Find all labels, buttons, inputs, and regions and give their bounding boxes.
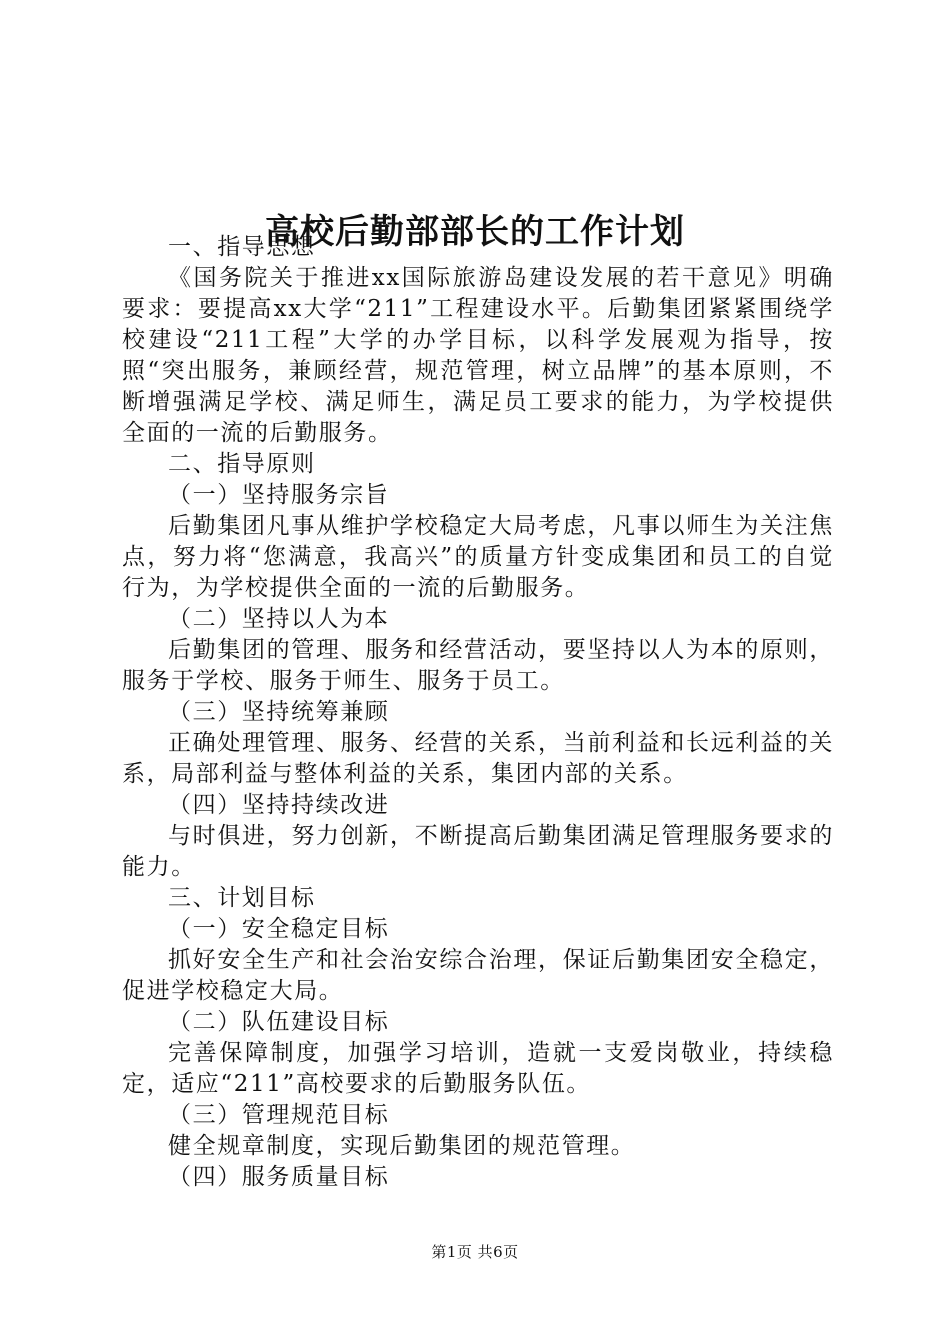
- paragraph-team-goal: 完善保障制度，加强学习培训，造就一支爱岗敬业，持续稳定，适应“211”高校要求的后勤服务队伍。: [122, 1040, 834, 1097]
- subheading-overall-planning: （三）坚持统筹兼顾: [168, 699, 390, 725]
- paragraph-people-oriented: 后勤集团的管理、服务和经营活动，要坚持以人为本的原则，服务于学校、服务于师生、服务于员工。: [122, 637, 834, 694]
- paragraph-guiding-ideology: 《国务院关于推进xx国际旅游岛建设发展的若干意见》明确要求：要提高xx大学“211”工程建设水平。后勤集团紧紧围绕学校建设“211工程”大学的办学目标，以科学发展观为指导，按照“突出服务，兼顾经营，规范管理，树立品牌”的基本原则，不断增强满足学校、满足师生，满足员工要求的能力，为学校提供全面的一流的后勤服务。: [122, 265, 834, 446]
- section-heading-guiding-principles: 二、指导原则: [168, 451, 316, 477]
- paragraph-overall-planning: 正确处理管理、服务、经营的关系，当前利益和长远利益的关系，局部利益与整体利益的关系，集团内部的关系。: [122, 730, 834, 787]
- subheading-service-purpose: （一）坚持服务宗旨: [168, 482, 390, 508]
- section-heading-plan-goals: 三、计划目标: [168, 885, 316, 911]
- subheading-people-oriented: （二）坚持以人为本: [168, 606, 390, 632]
- subheading-service-quality-goal: （四）服务质量目标: [168, 1164, 390, 1190]
- page-footer: 第1页 共6页: [431, 1243, 519, 1261]
- section-heading-guiding-ideology: 一、指导思想: [168, 234, 316, 260]
- subheading-team-goal: （二）队伍建设目标: [168, 1009, 390, 1035]
- subheading-safety-goal: （一）安全稳定目标: [168, 916, 390, 942]
- subheading-management-goal: （三）管理规范目标: [168, 1102, 390, 1128]
- subheading-continuous-improvement: （四）坚持持续改进: [168, 792, 390, 818]
- paragraph-service-purpose: 后勤集团凡事从维护学校稳定大局考虑，凡事以师生为关注焦点，努力将“您满意，我高兴”的质量方针变成集团和员工的自觉行为，为学校提供全面的一流的后勤服务。: [122, 513, 834, 601]
- document-title: 高校后勤部部长的工作计划: [265, 211, 685, 252]
- paragraph-continuous-improvement: 与时俱进，努力创新，不断提高后勤集团满足管理服务要求的能力。: [122, 823, 834, 880]
- paragraph-safety-goal: 抓好安全生产和社会治安综合治理，保证后勤集团安全稳定，促进学校稳定大局。: [122, 947, 834, 1004]
- paragraph-management-goal: 健全规章制度，实现后勤集团的规范管理。: [168, 1133, 636, 1159]
- document-body: [122, 232, 834, 1193]
